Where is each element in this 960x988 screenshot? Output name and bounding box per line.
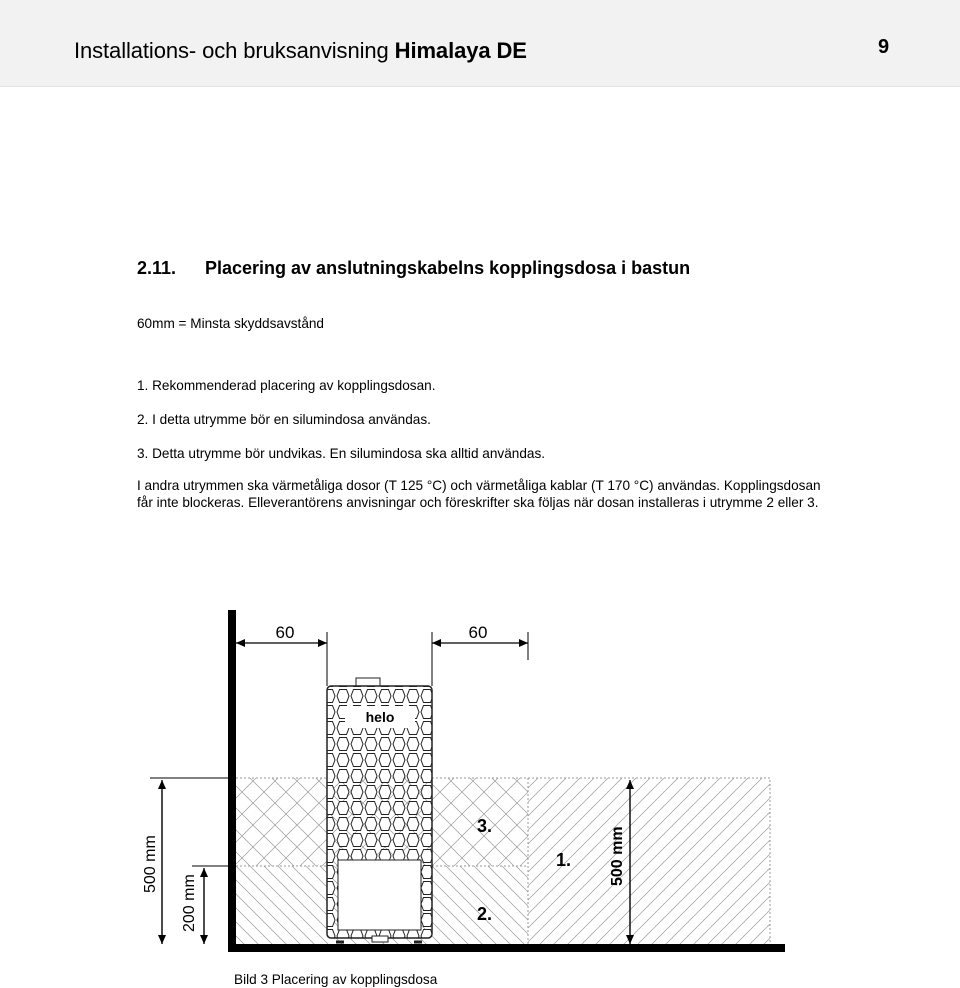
list-item-2: 2. I detta utrymme bör en silumindosa användas. [137, 412, 431, 427]
zone-label-3: 3. [477, 816, 493, 836]
list-item-3: 3. Detta utrymme bör undvikas. En silumindosa ska alltid användas. [137, 446, 546, 461]
title-model: Himalaya DE [394, 38, 527, 63]
section-title: Placering av anslutningskabelns kopplingsdosa i bastun [205, 258, 691, 278]
wall [228, 610, 236, 950]
list-item-1: 1. Rekommenderad placering av kopplingsdosan. [137, 378, 436, 393]
section-heading [137, 258, 690, 279]
heater-unit [327, 678, 432, 942]
paragraph-line-2: får inte blockeras. Elleverantörens anvisningar och föreskrifter ska följas när dosan installeras i utrymme 2 eller 3. [137, 495, 819, 510]
placement-diagram [0, 580, 960, 980]
zone-label-1: 1. [556, 850, 572, 870]
dim-label-left: 60 [275, 623, 295, 642]
page-header [0, 0, 960, 87]
figure-caption: Bild 3 Placering av kopplingsdosa [234, 972, 438, 987]
section-number: 2.11. [137, 258, 177, 278]
title-prefix: Installations- och bruksanvisning [74, 38, 395, 63]
instructions-paragraph [137, 477, 897, 511]
page-number: 9 [878, 36, 890, 58]
document-title [74, 38, 527, 64]
brand-label: helo [365, 709, 395, 725]
height-label-200: 200 mm [181, 874, 198, 932]
zone-label-2: 2. [477, 904, 493, 924]
dim-label-right: 60 [468, 623, 488, 642]
min-distance-note: 60mm = Minsta skyddsavstånd [137, 316, 324, 331]
height-label-500-right: 500 mm [609, 826, 626, 886]
paragraph-line-1: I andra utrymmen ska värmetåliga dosor (T 125 °C) och värmetåliga kablar (T 170 °C) användas. Kopplingsdosan [137, 478, 821, 493]
floor [228, 944, 785, 952]
height-label-500-left: 500 mm [142, 835, 159, 893]
